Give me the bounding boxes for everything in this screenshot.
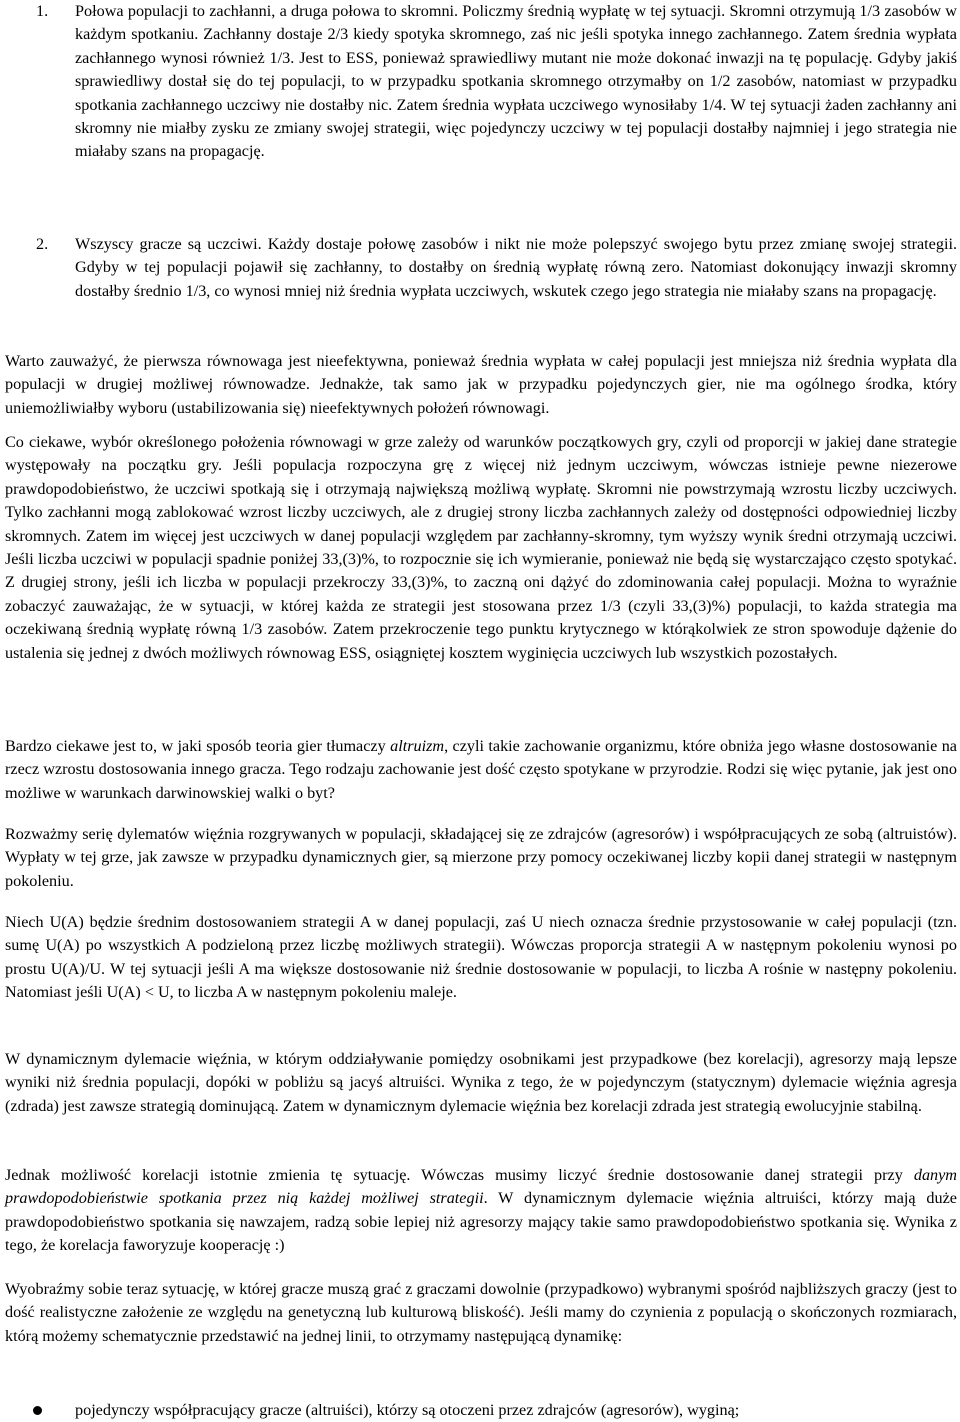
paragraph-dynamic-dilemma: W dynamicznym dylemacie więźnia, w którym oddziaływanie pomiędzy osobnikami jest przypadkowe (bez korelacji), agresorzy mają lepsze wyniki niż średnia populacji, dopóki w pobliżu są jacyś altruiści. Wynika z tego, że w pojedynczym (statycznym) dylemacie więźnia agresja (zdrada) jest zawsze strategią dominującą. Zatem w dynamicznym dylemacie więźnia bez korelacji zdrada jest strategią ewolucyjnie stabilną. bbox=[5, 1050, 957, 1115]
text-run: , czyli takie zachowanie organizmu, które obniża jego własne dostosowanie na rzecz wzrostu dostosowania innego gracza. Tego rodzaju zachowanie jest dość często spotykane w przyrodzie. Rodzi się więc pytanie, jak jest ono możliwe w warunkach darwinowskiej walki o byt? bbox=[5, 737, 957, 802]
text-run: Jednak możliwość korelacji istotnie zmienia tę sytuację. Wówczas musimy liczyć średnie dostosowanie danej strategii przy bbox=[5, 1166, 914, 1184]
list-item-text: Połowa populacji to zachłanni, a druga połowa to skromni. Policzmy średnią wypłatę w tej sytuacji. Skromni otrzymują 1/3 zasobów w każdym spotkaniu. Zachłanny dostaje 2/3 kiedy spotyka skromnego, zaś nic jeśli spotyka innego zachłannego. Zatem średnia wypłata zachłannego wynosi również 1/3. Jest to ESS, ponieważ sprawiedliwy mutant nie może dokonać inwazji na tę populację. Gdyby jakiś sprawiedliwy dostał się do tej populacji, to w przypadku spotkania skromnego otrzymałby on 1/2 zasobów, natomiast w przypadku spotkania zachłannego uczciwy nie dostałby nic. Zatem średnia wypłata uczciwego wynosiłaby 1/4. W tej sytuacji żaden zachłanny ani skromny nie miałby zysku ze zmiany swojej strategii, więc pojedynczy uczciwy w tej populacji dostałby najmniej i jego strategia nie miałaby szans na propagację. bbox=[75, 2, 957, 161]
list-number: 2. bbox=[36, 235, 49, 253]
paragraph-altruism bbox=[5, 735, 957, 805]
paragraph-initial-conditions: Co ciekawe, wybór określonego położenia równowagi w grze zależy od warunków początkowych gry, czyli od proporcji w jakiej dane strategie występowały na początku gry. Jeśli populacja rozpoczyna grę z więcej niż jednym uczciwym, wówczas istnieje pewne niezerowe prawdopodobieństwo, że uczciwi spotkają się i otrzymają największą możliwą wypłatę. Skromni nie powstrzymają wzrostu liczby uczciwych. Tylko zachłanni mogą zablokować wzrost liczby uczciwych, ale z drugiej strony liczba zachłannych zależy od dostępności odpowiedniej liczby skromnych. Zatem im więcej jest uczciwych w danej populacji względem par zachłanny-skromny, tym wyższy wynik średni otrzymają uczciwi. Jeśli liczba uczciwi w populacji spadnie poniżej 33,(3)%, to rozpocznie się ich wymieranie, ponieważ nie będą się wystarczająco często spotykać. Z drugiej strony, jeśli ich liczba w populacji przekroczy 33,(3)%, to zaczną oni dążyć do zdominowania całej populacji. Można to wyraźnie zobaczyć zauważając, że w sytuacji, w której każda ze strategii jest stosowana przez 1/3 (czyli 33,(3)%) populacji, to każda strategia ma oczekiwaną średnią wypłatę równą 1/3 zasobów. Zatem przekroczenie tego punktu krytycznego w którąkolwiek ze stron spowoduje dążenie do ustalenia się jednej z dwóch możliwych równowag ESS, osiągniętej kosztem wyginięcia uczciwych lub wszystkich pozostałych. bbox=[5, 433, 957, 662]
paragraph-correlation bbox=[5, 1164, 957, 1258]
bullet-text: pojedynczy współpracujący gracze (altruiści), którzy są otoczeni przez zdrajców (agresorów), wyginą; bbox=[75, 1401, 740, 1419]
bullet-dot-icon bbox=[33, 1406, 42, 1415]
text-run: . W dynamicznym dylemacie więźnia altruiści, którzy mają duże prawdopodobieństwo spotkania się nawzajem, radzą sobie lepiej niż agresorzy mający takie samo prawdopodobieństwo spotkania się. Wynika z tego, że korelacja faworyzuje kooperację :) bbox=[5, 1189, 957, 1255]
bullet-item bbox=[33, 1399, 957, 1422]
list-item-2 bbox=[5, 233, 957, 303]
list-item-text: Wszyscy gracze są uczciwi. Każdy dostaje połowę zasobów i nikt nie może polepszyć swojego bytu przez zmianę swojej strategii. Gdyby w tej populacji pojawił się zachłanny, to dostałby on średnią wypłatę równą zero. Natomiast dokonujący inwazji skromny dostałby średnio 1/3, co wynosi mniej niż średnia wypłata uczciwych, wskutek czego jego strategia nie miałaby szans na propagację. bbox=[75, 235, 957, 300]
paragraph-inefficient-equilibrium: Warto zauważyć, że pierwsza równowaga jest nieefektywna, ponieważ średnia wypłata w całej populacji jest mniejsza niż średnia wypłata dla populacji w drugiej możliwej równowadze. Jednakże, tak samo jak w przypadku pojedynczych gier, nie ma ogólnego środka, który uniemożliwiałby wyboru (ustabilizowania się) nieefektywnych położeń równowagi. bbox=[5, 352, 957, 417]
paragraph-fitness-definition: Niech U(A) będzie średnim dostosowaniem strategii A w danej populacji, zaś U niech oznacza średnie przystosowanie w całej populacji (tzn. sumę U(A) po wszystkich A podzieloną przez liczbę możliwych strategii). Wówczas proporcja strategii A w następnym pokoleniu wynosi po prostu U(A)/U. W tej sytuacji jeśli A ma większe dostosowanie niż średnie dostosowanie w populacji, to liczba A rośnie w następny pokoleniu. Natomiast jeśli U(A) < U, to liczba A w następnym pokoleniu maleje. bbox=[5, 913, 957, 1002]
text-run: Bardzo ciekawe jest to, w jaki sposób teoria gier tłumaczy bbox=[5, 737, 391, 755]
list-item-1 bbox=[5, 0, 957, 164]
paragraph-finite-population: Wyobraźmy sobie teraz sytuację, w której gracze muszą grać z graczami dowolnie (przypadkowo) wybranymi spośród najbliższych graczy (jest to dość realistyczne założenie ze względu na genetyczną lub kulturową bliskość). Jeśli mamy do czynienia z populacją o skończonych rozmiarach, którą możemy schematycznie przedstawić na jednej linii, to otrzymamy następującą dynamikę: bbox=[5, 1280, 957, 1345]
emphasis-probability: danym prawdopodobieństwie spotkania przez nią każdej możliwej strategii bbox=[5, 1166, 957, 1208]
list-number: 1. bbox=[36, 2, 49, 20]
paragraph-prisoners-dilemma: Rozważmy serię dylematów więźnia rozgrywanych w populacji, składającej się ze zdrajców (agresorów) i współpracujących ze sobą (altruistów). Wypłaty w tej grze, jak zawsze w przypadku dynamicznych gier, są mierzone przy pomocy oczekiwanej liczby kopii danej strategii w następnym pokoleniu. bbox=[5, 825, 957, 890]
emphasis-altruism: altruizm bbox=[390, 737, 445, 755]
